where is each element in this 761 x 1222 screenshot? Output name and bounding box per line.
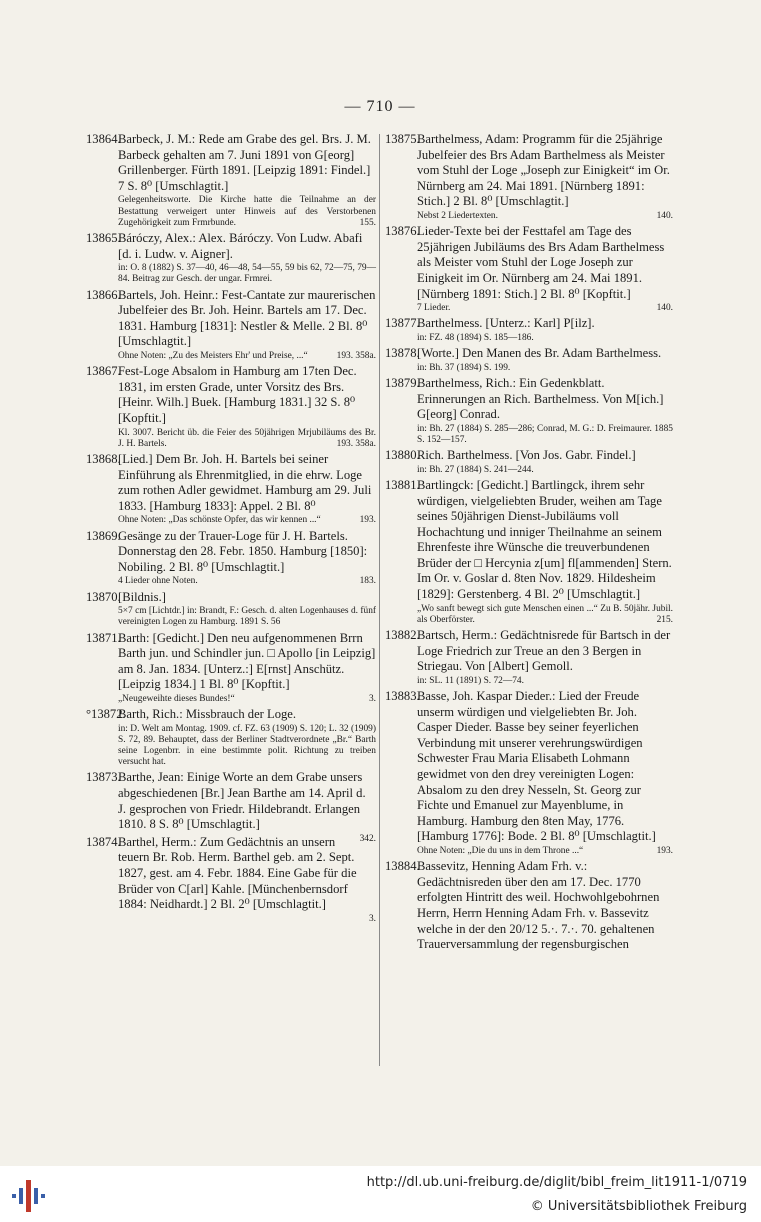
- entry: [385, 689, 673, 857]
- entry-number: 13865.: [86, 230, 121, 245]
- entry-number: 13881.: [385, 477, 420, 492]
- ub-freiburg-logo-icon: [8, 1174, 52, 1218]
- entry-note: in: Bh. 27 (1884) S. 285—286; Conrad, M. G.: D. Freimaurer. 1885 S. 152—157.: [417, 423, 673, 445]
- entry-text: Basse, Joh. Kaspar Dieder.: Lied der Freude unserm würdigen und vielgeliebten Br. Joh. Casper Dieder. Basse bey seiner feyerlichen Verbindung mit unserer verehrungswürdigen Schwester Frau Maria Elisabeth Lohmann gewidmet von den drey vereinigten Logen: Absalom zu den drey Nesseln, St. Georg zur Fichte und Emanuel zur Mayenblume, in Hamburg. Hamburg den 8ten May, 1776. [Hamburg 1776]: Bode. 2 Bl. 8⁰ [Umschlagtit.]: [417, 689, 656, 844]
- entry-note: 5×7 cm [Lichtdr.] in: Brandt, F.: Gesch. d. alten Logenhauses d. fünf vereinigten Logen zu Hamburg. 1891 S. 56: [118, 606, 376, 628]
- entry-text: Barthelmess, Rich.: Ein Gedenkblatt. Erinnerungen an Rich. Barthelmess. Von M[ich.] G[eorg] Conrad.: [417, 375, 664, 422]
- copyright-notice: © Universitätsbibliothek Freiburg: [530, 1199, 747, 1214]
- page-number: — 710 —: [344, 98, 416, 115]
- entry-note: 7 Lieder. 140.: [417, 303, 673, 314]
- entry: [385, 376, 673, 446]
- column-divider: [379, 134, 380, 1066]
- entry: [385, 346, 673, 374]
- entry-note: Gelegenheitsworte. Die Kirche hatte die Teilnahme an der Bestattung verweigert unter Hinweis auf des Verstorbenen Zugehörigkeit zum Frmrbunde. 155.: [118, 195, 376, 228]
- left-column: [86, 132, 376, 925]
- entry-page-ref: 193. 358a.: [336, 350, 376, 361]
- entry-number: 13873.: [86, 770, 121, 785]
- entry-text: Barthe, Jean: Einige Worte an dem Grabe unsers abgeschiedenen [Br.] Jean Barthe am 14. April d. J. gesprochen von Friedr. Hildebrandt. Erlangen 1810. 8 S. 8⁰ [Umschlagtit.]: [118, 770, 366, 832]
- entry-note: Kl. 3007. Bericht üb. die Feier des 50jährigen Mrjubiläums des Br. J. H. Bartels. 193. 358a.: [118, 427, 376, 449]
- entry: [86, 288, 376, 363]
- entry-number: 13869.: [86, 528, 121, 543]
- entry: [86, 132, 376, 229]
- entry-number: 13866.: [86, 287, 121, 302]
- entry-text: Bartsch, Herm.: Gedächtnisrede für Bartsch in der Loge Friedrich zur Treue an den 3 Bergen in Striegau. Von [Albert] Gemoll.: [417, 628, 671, 674]
- entry: [86, 590, 376, 629]
- entry-note: Ohne Noten: „Zu des Meisters Ehr' und Preise, ...“ 193. 358a.: [118, 350, 376, 361]
- entry: [385, 132, 673, 222]
- permalink-url[interactable]: http://dl.ub.uni-freiburg.de/diglit/bibl_freim_lit1911-1/0719: [366, 1175, 747, 1190]
- entry: [385, 448, 673, 476]
- entry-note: Nebst 2 Liedertexten. 140.: [417, 210, 673, 221]
- entry-number: 13871.: [86, 630, 121, 645]
- entry-page-ref: 342.: [359, 833, 376, 844]
- entry-page-ref: 140.: [656, 303, 673, 314]
- entry: [385, 478, 673, 626]
- entry-note: „Wo sanft bewegt sich gute Menschen einen ...“ Zu B. 50jähr. Jubil. als Oberförster. 215.: [417, 603, 673, 625]
- entry-text: Barthel, Herm.: Zum Gedächtnis an unsern teuern Br. Rob. Herm. Barthel geb. am 2. Sept. 1827, gest. am 4. Febr. 1884. Eine Gabe für die Brüder von C[arl] Kahle. [Münchenbernsdorf 1884: Neidhardt.] 2 Bl. 2⁰ [Umschlagtit.]: [118, 834, 357, 912]
- entry-page-ref: 140.: [656, 210, 673, 221]
- entry-number: 13884.: [385, 859, 420, 874]
- entry-text: Barth: [Gedicht.] Den neu aufgenommenen Brrn Barth jun. und Schindler jun. □ Apollo [in Leipzig] am 8. Jan. 1834. [Unterz.:] E[rnst] Anschütz. [Leipzig 1834.] 1 Bl. 8⁰ [Kopftit.]: [118, 630, 376, 692]
- entry: [86, 231, 376, 286]
- entry: [385, 224, 673, 314]
- entry-number: 13877.: [385, 316, 420, 331]
- entry-text: Barthelmess, Adam: Programm für die 25jährige Jubelfeier des Brs Adam Barthelmess als Meister vom Stuhl der Loge „Joseph zur Einigkeit“ im Or. Nürnberg am 24. Mai 1891. [Nürnberg 1891: Stich.] 2 Bl. 8⁰ [Umschlagtit.]: [417, 132, 670, 209]
- entry-page-ref: 215.: [656, 614, 673, 625]
- entry-number: 13882.: [385, 628, 420, 643]
- entry-note: in: FZ. 48 (1894) S. 185—186.: [417, 332, 534, 343]
- entry-number: 13867.: [86, 364, 121, 379]
- entry-page-ref: 183.: [359, 576, 376, 587]
- entry: [385, 316, 673, 344]
- entry-note: in: D. Welt am Montag. 1909. cf. FZ. 63 (1909) S. 120; L. 32 (1909) S. 72, 89. Behauptet, dass der Berliner Stadtverordnete „Br.“ Barth seine Logenbrr. in eine bestimmte polit. Richtung zu treiben versucht hat.: [118, 723, 376, 768]
- entry-text: Lieder-Texte bei der Festtafel am Tage des 25jährigen Jubiläums des Brs Adam Barthelmess als Meister vom Stuhl der Loge Joseph zur Einigkeit im Or. Nürnberg am 24. Mai 1891. [Nürnberg 1891: Stich.] 2 Bl. 8⁰ [Kopftit.]: [417, 224, 665, 301]
- entry: [86, 631, 376, 706]
- entry-note: in: Bh. 27 (1884) S. 241—244.: [417, 464, 534, 475]
- entry-number: 13878.: [385, 346, 420, 361]
- entry-page-ref: 193.: [656, 846, 673, 856]
- entry-page-ref: 3.: [368, 693, 376, 704]
- entry: [86, 364, 376, 450]
- entry-page-ref: 3.: [368, 913, 376, 924]
- entry-note: 4 Lieder ohne Noten. 183.: [118, 576, 376, 587]
- entry-text: Rich. Barthelmess. [Von Jos. Gabr. Findel.]: [417, 448, 636, 463]
- entry-text: Bartlingck: [Gedicht.] Bartlingck, ihrem sehr würdigen, vielgeliebten Bruder, weihen am Tage seines 50jährigen Dienst-Jubiläums voll Hochachtung und inniger Theilnahme an seinem Ehrenfeste ihre Wünsche die treuverbundenen Brüder der □ Hercynia z[um] fl[ammenden] Stern. Im Or. v. Goslar d. 8ten Nov. 1829. Hildesheim [1829]: Gerstenberg. 4 Bl. 2⁰ [Umschlagtit.]: [417, 477, 672, 602]
- entry: [385, 859, 673, 953]
- entry-text: [Bildnis.]: [118, 589, 166, 604]
- entry-number: 13875.: [385, 132, 420, 146]
- entry-number: 13864.: [86, 132, 121, 146]
- entry-text: Bassevitz, Henning Adam Frh. v.: Gedächtnisreden über den am 17. Dec. 1770 erfolgten Hintritt des weil. Hochwohlgebohrnen Herrn, Herrn Henning Adam Frh. v. Bassevitz welche in der den 20/12 5.·. 7.·. 70. gehaltenen Trauerversammlung der regensburgischen: [417, 859, 660, 952]
- entry-text: Gesänge zu der Trauer-Loge für J. H. Bartels. Donnerstag den 28. Febr. 1850. Hamburg [1850]: Nobiling. 2 Bl. 8⁰ [Umschlagtit.]: [118, 528, 368, 574]
- entry-text: [Worte.] Den Manen des Br. Adam Barthelmess.: [417, 346, 662, 361]
- entry-page-ref: 155.: [359, 217, 376, 228]
- entry-text: Báróczy, Alex.: Alex. Báróczy. Von Ludw. Abafi [d. i. Ludw. v. Aigner].: [118, 230, 363, 261]
- entry-number: 13883.: [385, 689, 420, 704]
- entry: [86, 707, 376, 768]
- entry-page-ref: 193.: [359, 515, 376, 526]
- entry-number: 13879.: [385, 375, 420, 390]
- entry-number: 13868.: [86, 451, 121, 466]
- right-column: [385, 132, 673, 955]
- entry-note: in: Bh. 37 (1894) S. 199.: [417, 362, 511, 373]
- entry: [86, 529, 376, 588]
- entry-number: °13872.: [86, 707, 126, 722]
- entry-note: Ohne Noten: „Die du uns in dem Throne ...“ 193.: [417, 846, 673, 856]
- entry-text: Fest-Loge Absalom in Hamburg am 17ten Dec. 1831, im ersten Grade, unter Vorsitz des Brs. [Heinr. Wilh.] Buek. [Hamburg 1831.] 32 S. 8⁰ [Kopftit.]: [118, 364, 357, 425]
- entry: [86, 834, 376, 924]
- entry-text: Bartels, Joh. Heinr.: Fest-Cantate zur maurerischen Jubelfeier des Br. Joh. Heinr. Bartels am 17. Dec. 1831. Hamburg [1831]: Nestler & Melle. 2 Bl. 8⁰ [Umschlagtit.]: [118, 287, 376, 349]
- entry-page-ref: 193. 358a.: [336, 438, 376, 449]
- entry: [86, 452, 376, 527]
- entry-number: 13870.: [86, 589, 121, 604]
- entry-text: Barth, Rich.: Missbrauch der Loge.: [118, 707, 297, 722]
- entry-note: in: O. 8 (1882) S. 37—40, 46—48, 54—55, 59 bis 62, 72—75, 79—84. Beitrag zur Gesch. der ungar. Frmrei.: [118, 263, 376, 285]
- entry-number: 13880.: [385, 448, 420, 463]
- entry-number: 13876.: [385, 224, 420, 239]
- entry-text: [Lied.] Dem Br. Joh. H. Bartels bei seiner Einführung als Ehrenmitglied, in die ehrw. Loge zum rothen Adler gewidmet. Hamburg am 29. Juli 1833. [Hamburg 1833]: Appel. 2 Bl. 8⁰: [118, 451, 372, 513]
- entry-note: Ohne Noten: „Das schönste Opfer, das wir kennen ...“ 193.: [118, 515, 376, 526]
- entry-note: in: SL. 11 (1891) S. 72—74.: [417, 675, 524, 686]
- entry-text: Barbeck, J. M.: Rede am Grabe des gel. Brs. J. M. Barbeck gehalten am 7. Juni 1891 von G[eorg] Grillenberger. Fürth 1891. [Leipzig 1891: Findel.] 7 S. 8⁰ [Umschlagtit.]: [118, 132, 371, 193]
- entry: [385, 628, 673, 687]
- entry-text: Barthelmess. [Unterz.: Karl] P[ilz].: [417, 316, 595, 331]
- entry-number: 13874.: [86, 834, 121, 849]
- entry-note: „Neugeweihte dieses Bundes!“ 3.: [118, 693, 376, 704]
- viewer-footer: [0, 1166, 761, 1222]
